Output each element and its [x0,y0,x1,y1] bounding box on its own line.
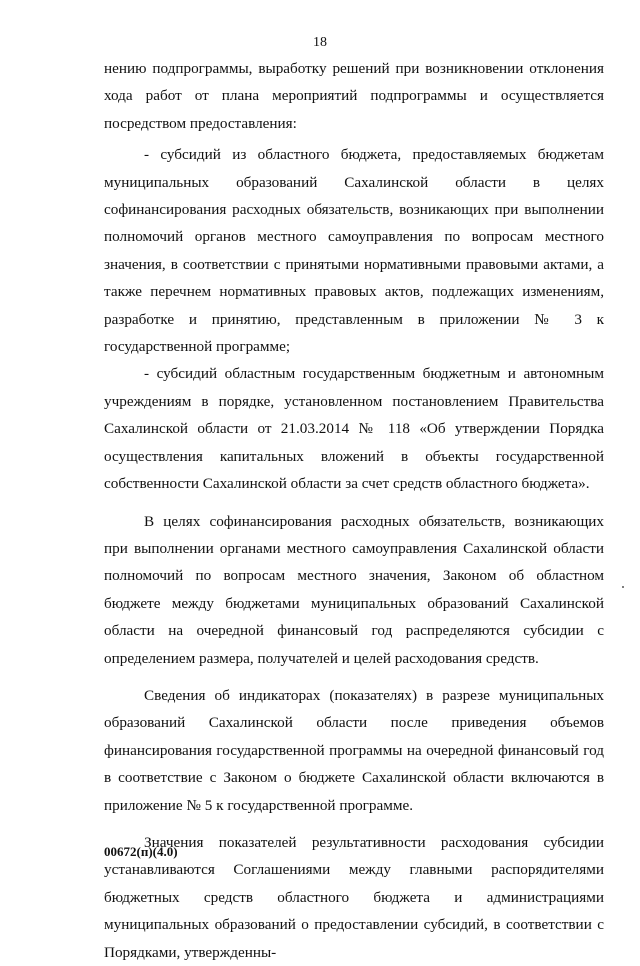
document-body [104,55,604,966]
paragraph-cofinancing: В целях софинансирования расходных обязательств, возникающих при выполнении органами местного самоуправления Сахалинской области полномочий по вопросам местного значения, Законом об областном бюджете между бюджетами муниципальных образований Сахалинской области на очередной финансовый год распределяются субсидии с определением размера, получателей и целей расходования средств. [104,512,604,667]
paragraph-indicators: Сведения об индикаторах (показателях) в разрезе муниципальных образований Сахалинской области после приведения объемов финансирования государственной программы на очередной финансовый год в соответствие с Законом о бюджете Сахалинской области включаются в приложение № 5 к государственной программе. [104,686,604,814]
paragraph-performance-values: Значения показателей результативности расходования субсидии устанавливаются Соглашениями между главными распорядителями бюджетных средств областного бюджета и администрациями муниципальных образований о предоставлении субсидий, в соответствии с Порядками, утвержденны- [104,833,604,961]
paragraph-subsidies-municipal: - субсидий из областного бюджета, предоставляемых бюджетам муниципальных образований Сахалинской области в целях софинансирования расходных обязательств, возникающих при выполнении полномочий органов местного самоуправления по вопросам местного значения, в соответствии с принятыми нормативными правовыми актами, а также перечнем нормативных правовых актов, подлежащих изменениям, разработке и принятию, представленным в приложении № 3 к государственной программе; [104,146,604,356]
paragraph-continuation: нению подпрограммы, выработку решений при возникновении отклонения хода работ от плана мероприятий подпрограммы и осуществляется посредством предоставления: [104,60,604,132]
paragraph-subsidies-institutions: - субсидий областным государственным бюджетным и автономным учреждениям в порядке, установленном постановлением Правительства Сахалинской области от 21.03.2014 № 118 «Об утверждении Порядка осуществления капитальных вложений в объекты государственной собственности Сахалинской области за счет средств областного бюджета». [104,365,604,493]
page-number: 18 [313,35,327,50]
scan-speck [622,586,624,588]
document-code: 00672(п)(4.0) [104,844,178,859]
